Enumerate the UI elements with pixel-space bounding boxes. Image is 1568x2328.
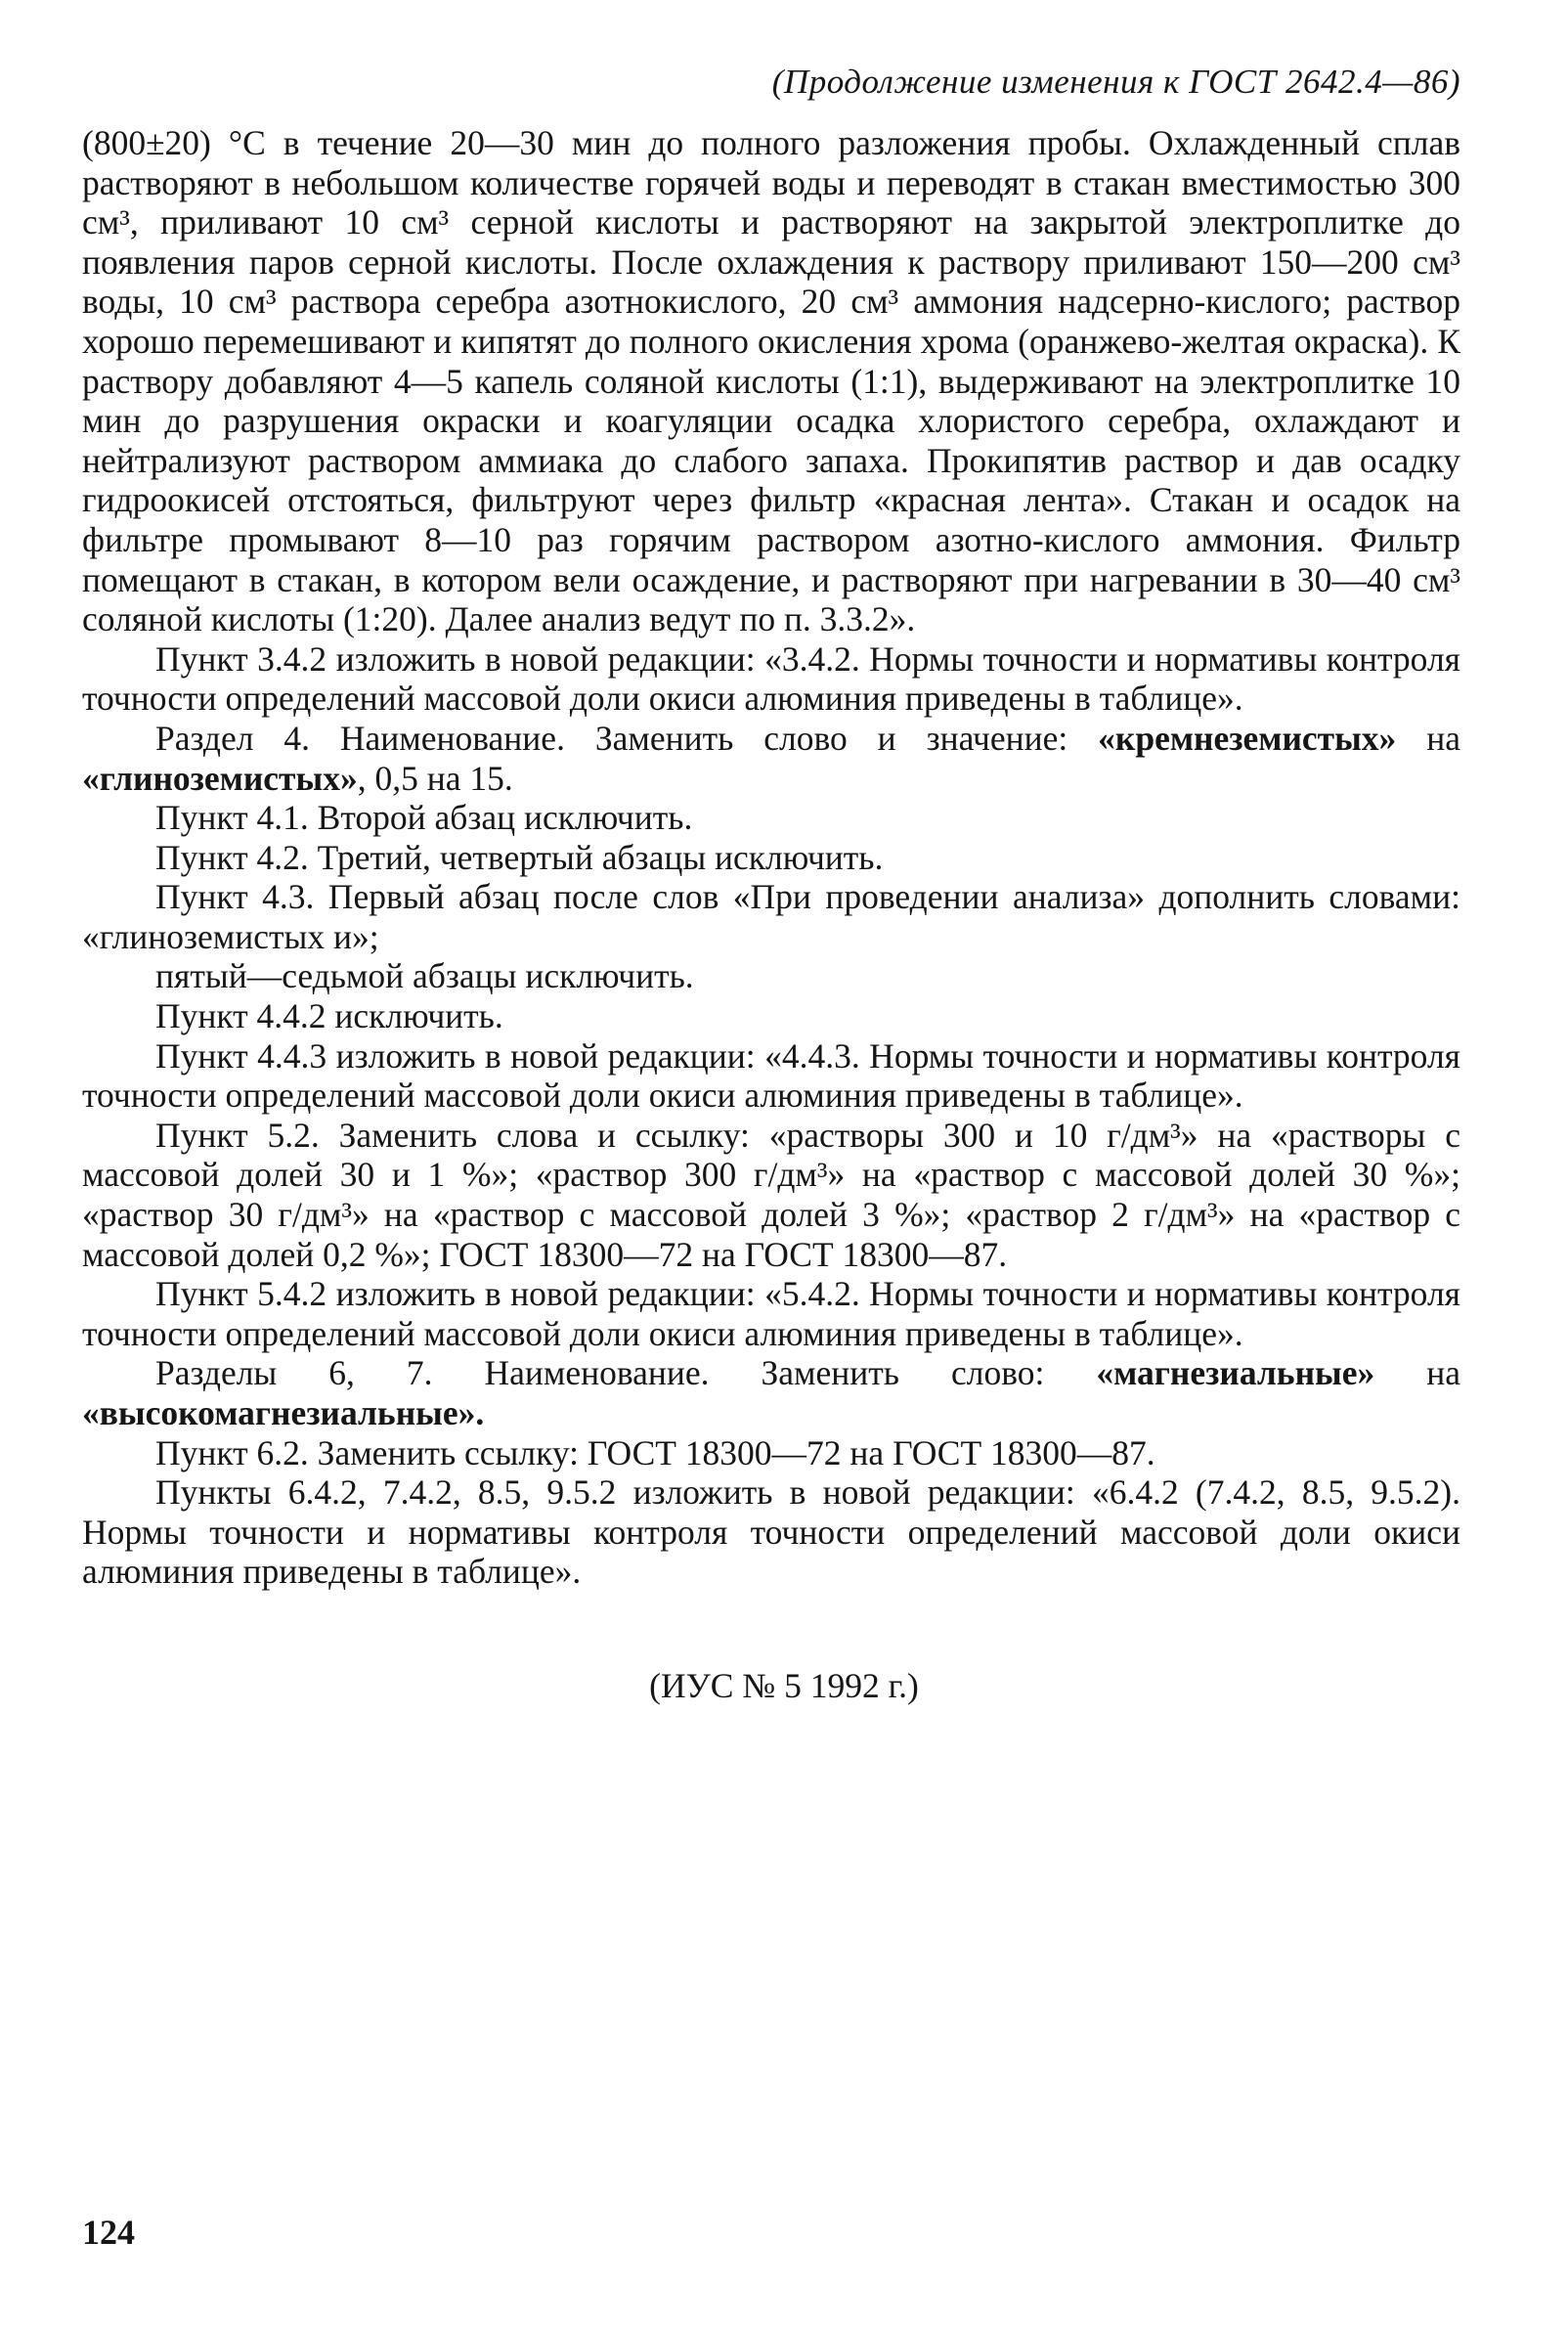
paragraph-4-4-2: Пункт 4.4.2 исключить. bbox=[155, 996, 503, 1036]
paragraph-6-4-2: Пункты 6.4.2, 7.4.2, 8.5, 9.5.2 изложить в новой редакции: «6.4.2 (7.4.2, 8.5, 9.5.2). Нормы точности и нормативы контроля точности определений массовой доли окиси алюминия приведены в таблице». bbox=[82, 1472, 1460, 1592]
paragraph-4-4-3: Пункт 4.4.3 изложить в новой редакции: «4.4.3. Нормы точности и нормативы контроля точности определений массовой доли окиси алюминия приведены в таблице». bbox=[82, 1035, 1460, 1116]
section-4-tail: , 0,5 на 15. bbox=[357, 758, 513, 798]
sections-6-7-on: на bbox=[1426, 1353, 1461, 1393]
paragraph-5-2: Пункт 5.2. Заменить слова и ссылку: «растворы 300 и 10 г/дм³» на «растворы с массовой долей 30 и 1 %»; «раствор 300 г/дм³» на «раствор с массовой долей 30 %»; «раствор 30 г/дм³» на «раствор с массовой долей 3 %»; «раствор 2 г/дм³» на «раствор с массовой долей 0,2 %»; ГОСТ 18300—72 на ГОСТ 18300—87. bbox=[82, 1115, 1460, 1274]
paragraph-4-3-cont: пятый—седьмой абзацы исключить. bbox=[155, 956, 694, 996]
paragraph-3-4-2: Пункт 3.4.2 изложить в новой редакции: «3.4.2. Нормы точности и нормативы контроля точности определений массовой доли окиси алюминия приведены в таблице». bbox=[82, 638, 1460, 719]
source-reference: (ИУС № 5 1992 г.) bbox=[649, 1666, 919, 1705]
section-4-old-word: «кремнеземистых» bbox=[1098, 718, 1397, 758]
section-4-new-word: «глиноземистых» bbox=[82, 758, 358, 798]
sections-6-7-new-word: «высокомагнезиальные». bbox=[82, 1393, 485, 1432]
paragraph-4-2: Пункт 4.2. Третий, четвертый абзацы исключить. bbox=[155, 837, 884, 877]
document-body bbox=[82, 123, 1460, 1592]
paragraph-6-2: Пункт 6.2. Заменить ссылку: ГОСТ 18300—72 на ГОСТ 18300—87. bbox=[155, 1432, 1155, 1472]
running-header: (Продолжение изменения к ГОСТ 2642.4—86) bbox=[771, 63, 1460, 101]
paragraph-section-4 bbox=[82, 719, 1460, 798]
sections-6-7-old-word: «магнезиальные» bbox=[1096, 1353, 1375, 1393]
paragraph-4-3: Пункт 4.3. Первый абзац после слов «При проведении анализа» дополнить словами: «глиноземистых и»; bbox=[82, 877, 1460, 956]
paragraph-4-1: Пункт 4.1. Второй абзац исключить. bbox=[155, 798, 693, 838]
page-number: 124 bbox=[82, 2213, 135, 2252]
paragraph-continuation: (800±20) °С в течение 20—30 мин до полного разложения пробы. Охлажденный сплав растворяют в небольшом количестве горячей воды и переводят в стакан вместимостью 300 см³, приливают 10 см³ серной кислоты и растворяют на закрытой электроплитке до появления паров серной кислоты. После охлаждения к раствору приливают 150—200 см³ воды, 10 см³ раствора серебра азотнокислого, 20 см³ аммония надсерно-кислого; раствор хорошо перемешивают и кипятят до полного окисления хрома (оранжево-желтая окраска). К раствору добавляют 4—5 капель соляной кислоты (1:1), выдерживают на электроплитке 10 мин до разрушения окраски и коагуляции осадка хлористого серебра, охлаждают и нейтрализуют раствором аммиака до слабого запаха. Прокипятив раствор и дав осадку гидроокисей отстояться, фильтруют через фильтр «красная лента». Стакан и осадок на фильтре промывают 8—10 раз горячим раствором азотно-кислого аммония. Фильтр помещают в стакан, в котором вели осаждение, и растворяют при нагревании в 30—40 см³ соляной кислоты (1:20). Далее анализ ведут по п. 3.3.2». bbox=[82, 123, 1460, 639]
paragraph-5-4-2: Пункт 5.4.2 изложить в новой редакции: «5.4.2. Нормы точности и нормативы контроля точности определений массовой доли окиси алюминия приведены в таблице». bbox=[82, 1274, 1460, 1353]
section-4-text: Раздел 4. Наименование. Заменить слово и значение: bbox=[155, 718, 1068, 758]
sections-6-7-text: Разделы 6, 7. Наименование. Заменить слово: bbox=[155, 1353, 1045, 1393]
section-4-on: на bbox=[1426, 718, 1461, 758]
paragraph-sections-6-7 bbox=[82, 1353, 1460, 1432]
